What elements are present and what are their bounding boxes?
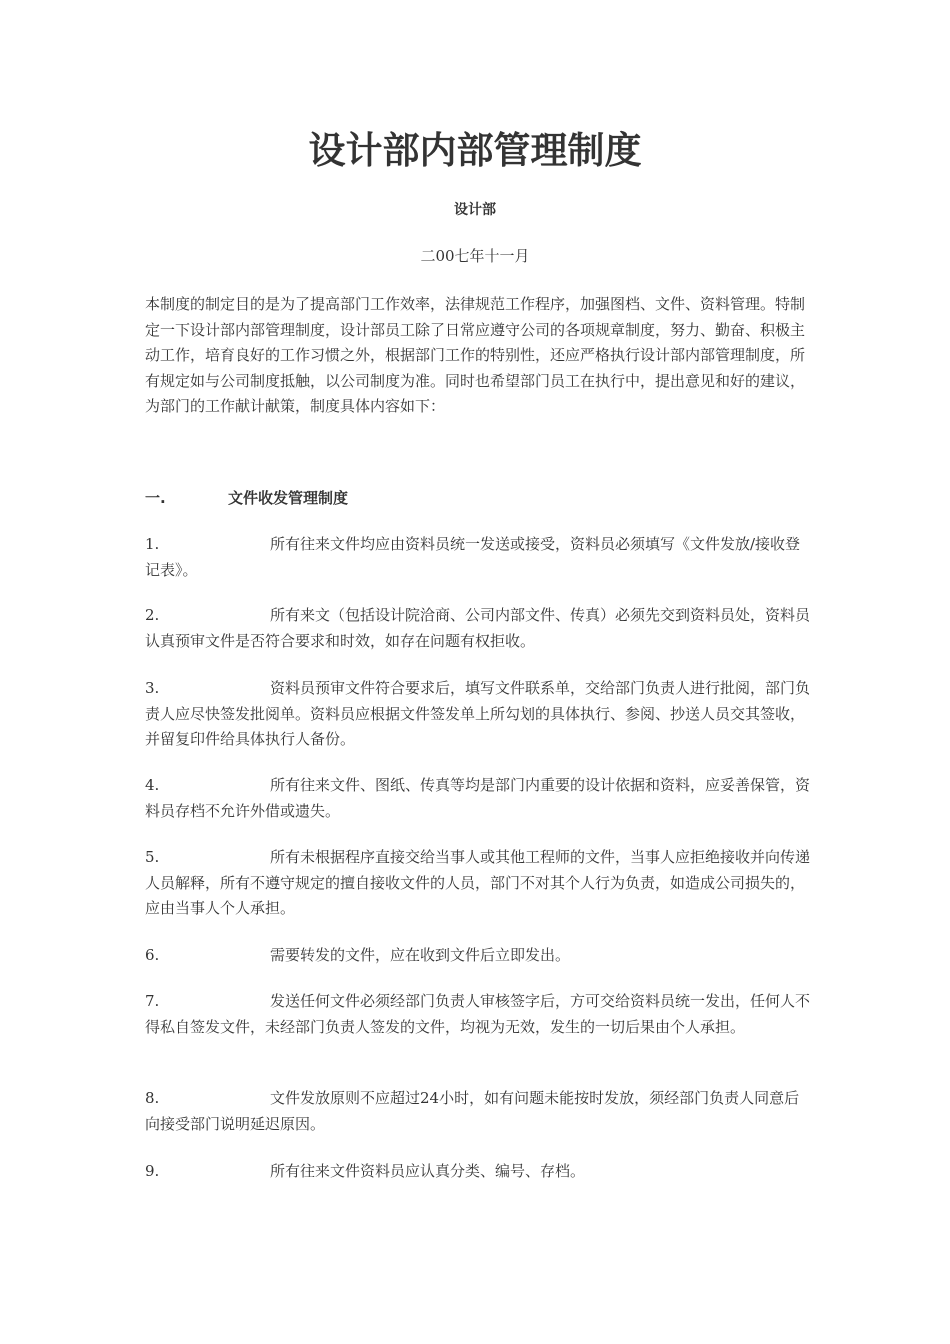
- item-number: 6.: [145, 946, 160, 964]
- section-heading: [145, 486, 810, 510]
- list-item: [145, 989, 810, 1040]
- list-item: [145, 773, 810, 824]
- item-text: 所有来文（包括设计院洽商、公司内部文件、传真）必须先交到资料员处，资料员认真预审文件是否符合要求和时效，如存在问题有权拒收。: [145, 606, 811, 650]
- list-item: [145, 845, 810, 922]
- item-text: 所有往来文件、图纸、传真等均是部门内重要的设计依据和资料，应妥善保管，资料员存档不允许外借或遗失。: [145, 776, 811, 820]
- list-item: [145, 532, 810, 583]
- item-text: 文件发放原则不应超过24小时，如有问题未能按时发放，须经部门负责人同意后向接受部门说明延迟原因。: [145, 1089, 800, 1133]
- item-number: 8.: [145, 1089, 160, 1107]
- item-number: 9.: [145, 1162, 160, 1180]
- item-number: 7.: [145, 992, 160, 1010]
- list-item: [145, 1159, 810, 1185]
- item-number: 2.: [145, 606, 160, 624]
- section-number: 一.: [145, 489, 166, 507]
- item-number: 5.: [145, 848, 160, 866]
- item-text: 发送任何文件必须经部门负责人审核签字后，方可交给资料员统一发出，任何人不得私自签发文件，未经部门负责人签发的文件，均视为无效，发生的一切后果由个人承担。: [145, 992, 811, 1036]
- item-text: 需要转发的文件，应在收到文件后立即发出。: [270, 946, 571, 964]
- item-text: 所有未根据程序直接交给当事人或其他工程师的文件，当事人应拒绝接收并向传递人员解释，所有不遵守规定的擅自接收文件的人员，部门不对其个人行为负责，如造成公司损失的，应由当事人个人承担。: [145, 848, 811, 917]
- intro-paragraph: 本制度的制定目的是为了提高部门工作效率，法律规范工作程序，加强图档、文件、资料管理。特制定一下设计部内部管理制度，设计部员工除了日常应遵守公司的各项规章制度，努力、勤奋、积极主动工作，培育良好的工作习惯之外，根据部门工作的特别性，还应严格执行设计部内部管理制度，所有规定如与公司制度抵触，以公司制度为准。同时也希望部门员工在执行中，提出意见和好的建议，为部门的工作献计献策，制度具体内容如下：: [145, 295, 806, 415]
- document-title: 设计部内部管理制度: [308, 129, 642, 172]
- list-item: [145, 943, 810, 969]
- document-date: 二00七年十一月: [420, 247, 530, 265]
- item-text: 所有往来文件资料员应认真分类、编号、存档。: [270, 1162, 586, 1180]
- item-number: 3.: [145, 679, 160, 697]
- list-item: [145, 1086, 810, 1137]
- item-text: 所有往来文件均应由资料员统一发送或接受，资料员必须填写《文件发放/接收登记表》。: [145, 535, 801, 579]
- section-title: 文件收发管理制度: [228, 489, 349, 507]
- list-item: [145, 603, 810, 654]
- list-item: [145, 676, 810, 753]
- item-text: 资料员预审文件符合要求后，填写文件联系单，交给部门负责人进行批阅，部门负责人应尽快签发批阅单。资料员应根据文件签发单上所勾划的具体执行、参阅、抄送人员交其签收，并留复印件给具体执行人备份。: [145, 679, 811, 748]
- item-number: 1.: [145, 535, 160, 553]
- department-name: 设计部: [454, 202, 496, 218]
- item-number: 4.: [145, 776, 160, 794]
